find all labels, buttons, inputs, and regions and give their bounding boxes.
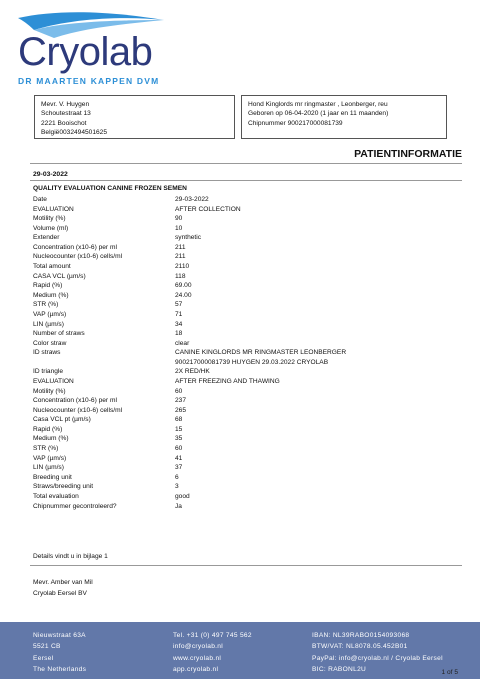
row-label: Extender	[33, 234, 60, 242]
row-value: 18	[175, 330, 183, 338]
row-label: LIN (µm/s)	[33, 464, 64, 472]
row-label	[33, 358, 175, 368]
row-label: Straws/breeding unit	[33, 483, 94, 491]
table-row	[33, 224, 453, 234]
row-label: Volume (ml)	[33, 224, 69, 232]
row-label: EVALUATION	[33, 205, 74, 213]
footer-contact	[173, 630, 252, 675]
patient-chip: Chipnummer 900217000081739	[248, 119, 343, 127]
footer-address-line: Nieuwstraat 63A	[33, 632, 86, 639]
details-note: Details vindt u in bijlage 1	[33, 553, 108, 560]
row-value: 60	[175, 387, 183, 395]
row-value: 10	[175, 224, 183, 232]
table-row	[33, 396, 453, 406]
table-row	[33, 205, 453, 215]
row-value: 6	[175, 473, 179, 481]
table-row	[33, 300, 453, 310]
row-label: Number of straws	[33, 330, 85, 338]
owner-city: 2221 Booischot	[41, 119, 87, 127]
row-label: Rapid (%)	[33, 282, 63, 290]
row-label: LIN (µm/s)	[33, 320, 64, 328]
table-row	[33, 406, 453, 416]
footer-address-line: 5521 CB	[33, 643, 61, 651]
section-title: QUALITY EVALUATION CANINE FROZEN SEMEN	[33, 185, 187, 192]
table-row	[33, 320, 453, 330]
table-row	[33, 348, 453, 358]
row-value: 2110	[175, 263, 190, 271]
divider-date	[30, 180, 462, 181]
footer-address	[33, 630, 86, 675]
row-value: 211	[175, 243, 186, 251]
footer-phone: Tel. +31 (0) 497 745 562	[173, 632, 252, 639]
owner-phone: België0032494501625	[41, 129, 108, 137]
footer-address-line: Eersel	[33, 654, 54, 662]
footer	[0, 622, 480, 679]
footer-iban: IBAN: NL39RABO0154093068	[312, 632, 410, 639]
row-value: 29-03-2022	[175, 196, 209, 203]
row-value: 68	[175, 416, 183, 424]
logo-subtitle: DR MAARTEN KAPPEN DVM	[18, 76, 160, 86]
row-value: Ja	[175, 502, 182, 510]
row-value: 3	[175, 483, 179, 491]
logo-name: Cryolab	[18, 30, 153, 74]
footer-vat: BTW/VAT: NL8078.05.452B01	[312, 643, 408, 651]
owner-name: Mevr. V. Huygen	[41, 101, 90, 108]
row-value: 71	[175, 310, 183, 318]
patient-birth: Geboren op 06-04-2020 (1 jaar en 11 maanden)	[248, 110, 389, 118]
footer-paypal: PayPal: info@cryolab.nl / Cryolab Eersel	[312, 654, 443, 662]
footer-app-link[interactable]: app.cryolab.nl	[173, 665, 219, 673]
row-label: Medium (%)	[33, 435, 69, 443]
evaluation-table	[33, 195, 453, 511]
footer-website-link[interactable]: www.cryolab.nl	[173, 654, 222, 662]
footer-email-link[interactable]: info@cryolab.nl	[173, 643, 224, 651]
patient-name: Hond Kinglords mr ringmaster , Leonberger, reu	[248, 101, 388, 108]
table-row	[33, 329, 453, 339]
row-value: 2X RED/HK	[175, 368, 210, 376]
signature-name: Mevr. Amber van Mil	[33, 579, 93, 586]
row-value: 118	[175, 272, 186, 280]
footer-bic: BIC: RABONL2U	[312, 665, 367, 673]
row-label: Motility (%)	[33, 215, 66, 223]
table-row	[33, 377, 453, 387]
table-row	[33, 367, 453, 377]
document-date: 29-03-2022	[33, 171, 68, 178]
row-value: 265	[175, 406, 187, 414]
table-row	[33, 214, 453, 224]
table-row	[33, 415, 453, 425]
table-row	[33, 444, 453, 454]
table-row	[33, 463, 453, 473]
row-value: 90	[175, 215, 183, 223]
row-label: Concentration (x10-6) per ml	[33, 397, 117, 405]
row-label: Breeding unit	[33, 473, 72, 481]
row-value: 35	[175, 435, 183, 443]
footer-address-line: The Netherlands	[33, 665, 87, 673]
row-label: Nucleocounter (x10-6) cells/ml	[33, 253, 123, 261]
owner-street: Schoutestraat 13	[41, 110, 91, 118]
page-number: 1 of 5	[441, 669, 458, 676]
row-label: Date	[33, 196, 47, 203]
row-value: 69.00	[175, 282, 192, 290]
divider-bottom	[30, 565, 462, 566]
row-value: AFTER COLLECTION	[175, 205, 241, 213]
table-row	[33, 358, 453, 368]
table-row	[33, 434, 453, 444]
row-value: 60	[175, 445, 183, 453]
table-row	[33, 291, 453, 301]
row-label: VAP (µm/s)	[33, 310, 67, 318]
row-value: 41	[175, 454, 183, 462]
signature-block	[33, 577, 93, 599]
row-value: good	[175, 492, 190, 500]
table-row	[33, 272, 453, 282]
row-label: Color straw	[33, 339, 67, 347]
row-label: Motility (%)	[33, 387, 66, 395]
row-value: synthetic	[175, 234, 202, 242]
footer-bank	[312, 630, 443, 675]
row-value: 24.00	[175, 291, 192, 299]
document-title: PATIENTINFORMATIE	[354, 148, 462, 160]
table-row	[33, 387, 453, 397]
row-value: clear	[175, 339, 190, 347]
table-row	[33, 310, 453, 320]
row-label: STR (%)	[33, 445, 59, 453]
row-value: CANINE KINGLORDS MR RINGMASTER LEONBERGER	[175, 349, 347, 357]
row-label: Chipnummer gecontroleerd?	[33, 502, 117, 510]
row-label: Nucleocounter (x10-6) cells/ml	[33, 406, 123, 414]
row-label: Concentration (x10-6) per ml	[33, 243, 117, 251]
row-label: VAP (µm/s)	[33, 454, 67, 462]
table-row	[33, 252, 453, 262]
patient-info-box	[241, 95, 447, 139]
row-label: Casa VCL pt (µm/s)	[33, 416, 91, 424]
row-label: ID straws	[33, 349, 61, 357]
row-label: Total evaluation	[33, 492, 79, 500]
table-row	[33, 492, 453, 502]
owner-address-box	[34, 95, 235, 139]
signature-company: Cryolab Eersel BV	[33, 590, 87, 597]
row-value: 37	[175, 464, 183, 472]
row-value: 15	[175, 425, 183, 433]
row-value: 900217000081739 HUYGEN 29.03.2022 CRYOLAB	[175, 358, 329, 366]
row-label: EVALUATION	[33, 377, 74, 385]
row-value: 237	[175, 397, 187, 405]
row-value: AFTER FREEZING AND THAWING	[175, 377, 280, 385]
divider-top	[30, 163, 462, 164]
row-label: CASA VCL (µm/s)	[33, 272, 86, 280]
table-row	[33, 502, 453, 512]
table-row	[33, 243, 453, 253]
table-row	[33, 195, 453, 205]
row-label: STR (%)	[33, 301, 59, 309]
table-row	[33, 454, 453, 464]
table-row	[33, 425, 453, 435]
row-label: Total amount	[33, 263, 71, 271]
table-row	[33, 473, 453, 483]
table-row	[33, 233, 453, 243]
row-value: 57	[175, 301, 183, 309]
table-row	[33, 482, 453, 492]
row-label: Rapid (%)	[33, 425, 63, 433]
table-row	[33, 262, 453, 272]
row-label: ID triangle	[33, 368, 64, 376]
table-row	[33, 339, 453, 349]
row-value: 211	[175, 253, 186, 261]
row-label: Medium (%)	[33, 291, 69, 299]
cryolab-logo	[14, 8, 184, 88]
row-value: 34	[175, 320, 183, 328]
table-row	[33, 281, 453, 291]
